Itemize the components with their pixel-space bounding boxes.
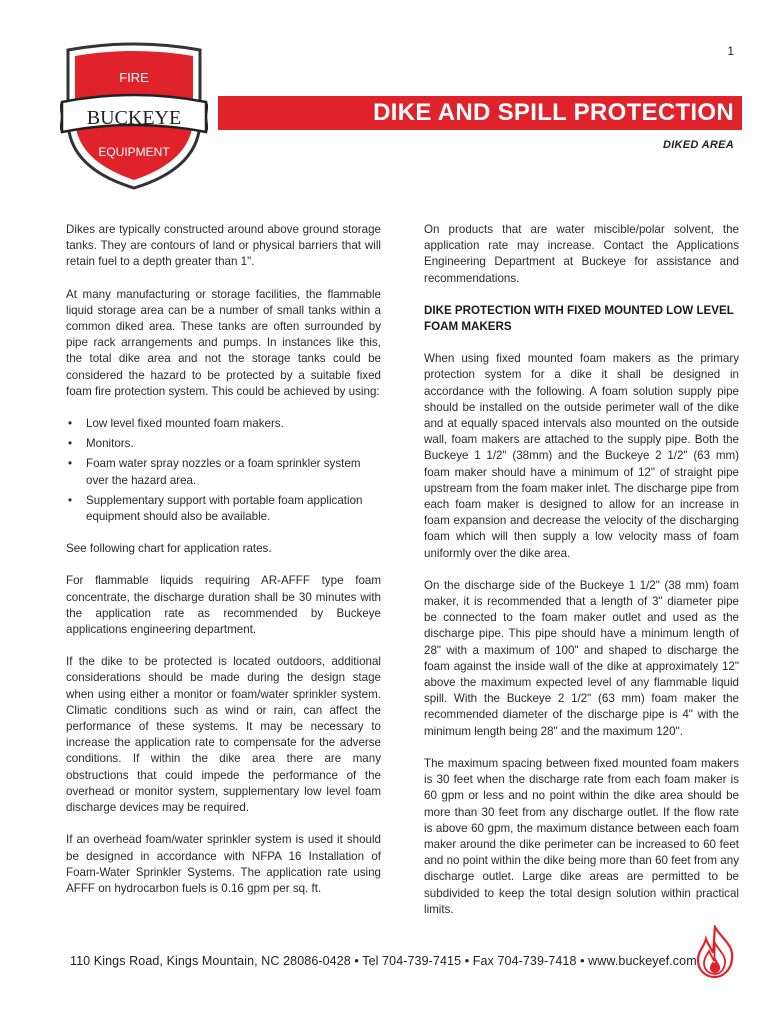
paragraph: See following chart for application rates.	[66, 542, 272, 556]
page-title: DIKE AND SPILL PROTECTION	[373, 99, 734, 126]
flame-icon	[692, 925, 738, 979]
left-column	[66, 222, 381, 913]
logo-bottom-text: EQUIPMENT	[98, 145, 170, 159]
right-column	[424, 222, 739, 934]
list-item: • Foam water spray nozzles or a foam sprinkler system over the hazard area.	[66, 456, 381, 488]
list-item: • Supplementary support with portable foam application equipment should also be available.	[66, 493, 381, 525]
paragraph: On products that are water miscible/polar solvent, the application rate may increase. Contact the Applications Engineering Department at Buckeye for assistance and recommendations.	[424, 223, 739, 285]
paragraph: At many manufacturing or storage facilities, the flammable liquid storage area can be a number of small tanks within a common diked area. These tanks are often surrounded by pipe rack arrangements and pumps. In instances like this, the total dike area and not the storage tanks could be considered the hazard to be protected by a suitable fixed foam fire protection system. This could be achieved by using:	[66, 287, 381, 398]
paragraph: For flammable liquids requiring AR-AFFF type foam concentrate, the discharge duration shall be 30 minutes with the application rate as recommended by Buckeye applications engineering department.	[66, 574, 381, 637]
buckeye-logo	[60, 40, 208, 190]
logo-top-text: FIRE	[119, 70, 149, 85]
paragraph: When using fixed mounted foam makers as the primary protection system for a dike it shall be designed in accordance with the following. A foam solution supply pipe should be installed on the outside perimeter wall of the dike and at equally spaced intervals also mounted on the outside wall, foam makers are attached to the supply pipe. Both the Buckeye 1 1/2" (38mm) and the Buckeye 2 1/2" (63 mm) foam maker should have a minimum of 12" of straight pipe upstream from the foam maker inlet. The discharge pipe from each foam maker is designed to allow for an increase in foam expansion and decrease the velocity of the discharging foam which will then supply a low velocity mass of foam uniformly over the dike area.	[424, 352, 739, 560]
logo-middle-text: BUCKEYE	[86, 107, 182, 129]
paragraph: If an overhead foam/water sprinkler system is used it should be designed in accordance with NFPA 16 Installation of Foam-Water Sprinkler Systems. The application rate using AFFF on hydrocarbon fuels is 0.16 gpm per sq. ft.	[66, 833, 381, 895]
page-number: 1	[727, 44, 734, 58]
list-item: • Low level fixed mounted foam makers.	[66, 416, 381, 432]
bullet-list	[66, 416, 381, 525]
section-heading: DIKE PROTECTION WITH FIXED MOUNTED LOW LEVEL FOAM MAKERS	[424, 303, 734, 334]
list-item: • Monitors.	[66, 436, 381, 452]
paragraph: If the dike to be protected is located outdoors, additional considerations should be made during the design stage when using either a monitor or foam/water sprinkler system. Climatic conditions such as wind or rain, can affect the performance of these systems. It may be necessary to increase the application rate to compensate for the adverse conditions. If within the dike area there are many obstructions that could impede the performance of the overhead or monitor system, supplementary low level foam discharge devices may be required.	[66, 655, 381, 815]
footer-address: 110 Kings Road, Kings Mountain, NC 28086-0428 • Tel 704-739-7415 • Fax 704-739-7418 • www.buckeyef.com	[70, 954, 697, 968]
paragraph: The maximum spacing between fixed mounted foam makers is 30 feet when the discharge rate from each foam maker is 60 gpm or less and no point within the dike area should be more than 30 feet from any discharge outlet. If the flow rate is above 60 gpm, the maximum distance between each foam maker around the dike perimeter can be increased to 60 feet and no point within the dike being more than 60 feet from any discharge outlet. Large dike areas are permitted to be subdivided to keep the total design solution within practical limits.	[424, 756, 739, 916]
title-banner	[218, 96, 742, 130]
paragraph: Dikes are typically constructed around above ground storage tanks. They are contours of land or physical barriers that will retain fuel to a depth greater than 1".	[66, 223, 381, 269]
paragraph: On the discharge side of the Buckeye 1 1/2" (38 mm) foam maker, it is recommended that a length of 3" diameter pipe be connected to the foam maker outlet and used as the discharge pipe. This pipe should have a minimum length of 28" with a maximum of 100" and shaped to discharge the foam against the inside wall of the dike at approximately 12" above the maximum expected level of any flammable liquid spill. With the Buckeye 2 1/2" (63 mm) foam maker the recommended diameter of the discharge pipe is 4" with the minimum length being 28" and the maximum 120".	[424, 578, 739, 738]
page-subtitle: DIKED AREA	[662, 139, 734, 151]
